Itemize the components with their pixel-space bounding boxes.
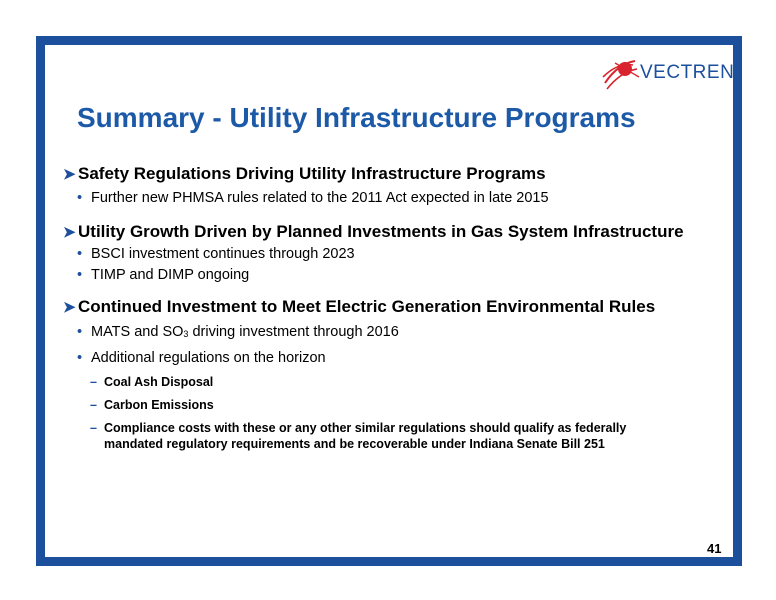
sub-bullet-item: – Compliance costs with these or any other similar regulations should qualify as federally mandated regulatory requirements and be recoverable under Indiana Senate Bill 251 (90, 421, 627, 451)
section-heading-environmental (63, 297, 655, 317)
section-heading-safety (63, 164, 546, 184)
dot-bullet-icon: • (77, 246, 83, 262)
dot-bullet-icon: • (77, 350, 83, 366)
dot-bullet-icon: • (77, 267, 83, 283)
sub-bullet-item: – Coal Ash Disposal (90, 375, 214, 389)
section-heading-text: Utility Growth Driven by Planned Investments in Gas System Infrastructure (78, 222, 684, 241)
brand-name: VECTREN (640, 62, 735, 83)
swoosh-icon (603, 61, 639, 89)
arrow-bullet-icon: ➤ (63, 166, 76, 183)
section-heading-text: Continued Investment to Meet Electric Generation Environmental Rules (78, 297, 656, 316)
section-heading-growth (63, 222, 684, 242)
dot-bullet-icon: • (77, 324, 83, 340)
dash-bullet-icon: – (90, 398, 97, 412)
arrow-bullet-icon: ➤ (63, 299, 76, 316)
page-number: 41 (707, 541, 722, 556)
dot-bullet-icon: • (77, 190, 83, 206)
dash-bullet-icon: – (90, 421, 97, 435)
bullet-item: • MATS and $SO_3$ driving investment through 2016 (77, 324, 399, 340)
bullet-item: • Further new PHMSA rules related to the 2011 Act expected in late 2015 (77, 190, 549, 206)
bullet-item: • Additional regulations on the horizon (77, 350, 326, 366)
slide-title: Summary - Utility Infrastructure Programs (77, 102, 636, 133)
bullet-item: • TIMP and DIMP ongoing (77, 267, 250, 283)
section-heading-text: Safety Regulations Driving Utility Infrastructure Programs (78, 164, 546, 183)
dash-bullet-icon: – (90, 375, 97, 389)
sub-bullet-item: – Carbon Emissions (90, 398, 214, 412)
arrow-bullet-icon: ➤ (63, 224, 76, 241)
bullet-item: • BSCI investment continues through 2023 (77, 246, 355, 262)
